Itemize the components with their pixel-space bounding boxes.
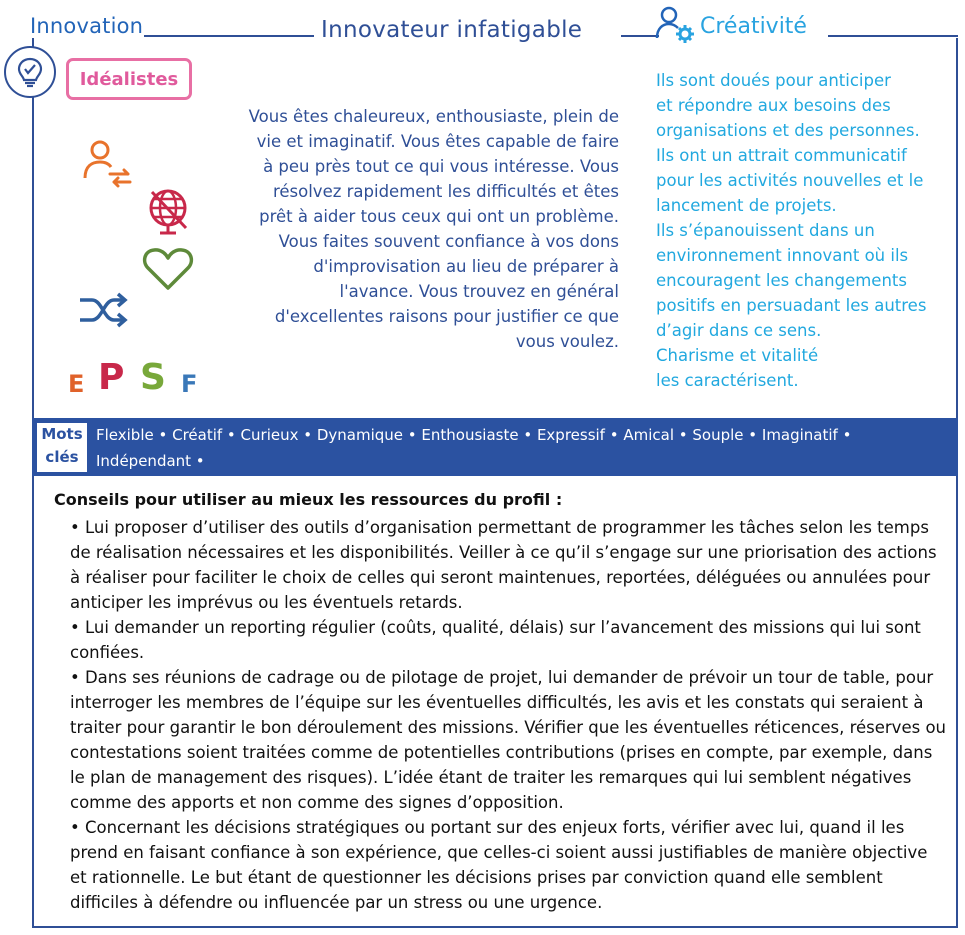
advice-title: Conseils pour utiliser au mieux les ressources du profil : xyxy=(54,490,563,509)
person-swap-icon xyxy=(82,138,132,188)
header-theme: Créativité xyxy=(700,14,807,39)
shuffle-icon xyxy=(78,290,130,330)
advice-item: • Lui demander un reporting régulier (coûts, qualité, délais) sur l’avancement des missions qui lui sont confiées. xyxy=(70,618,921,662)
header-rule-right xyxy=(828,35,958,37)
person-gear-icon xyxy=(655,4,695,44)
side-line: Ils sont doués pour anticiper xyxy=(656,71,891,90)
side-description xyxy=(656,68,956,393)
side-line: organisations et des personnes. xyxy=(656,121,920,140)
keywords-line2: Inspiré • Inventif • Intuitif • Insatiable • Spontané • Bienveillant • Compréhensif • Doué • Chaleureux xyxy=(96,478,862,496)
profile-badge: Idéalistes xyxy=(66,58,192,100)
header-rule-mid xyxy=(621,35,659,37)
globe-icon xyxy=(144,186,194,236)
letter-p: P xyxy=(98,357,125,398)
header-category: Innovation xyxy=(30,14,144,38)
side-line: environnement innovant où ils xyxy=(656,246,909,265)
lightbulb-icon xyxy=(4,46,56,98)
side-line: lancement de projets. xyxy=(656,196,837,215)
advice-item: • Concernant les décisions stratégiques ou portant sur des enjeux forts, vérifier avec lui, quand il les prend en faisant confiance à son expérience, que celles-ci soient aussi justifiables de manière objective et rationnelle. Le but étant de questionner les décisions prises par conviction quand elle semblent difficiles à défendre ou influencée par un stress ou une urgence. xyxy=(70,818,928,912)
side-line: et répondre aux besoins des xyxy=(656,96,891,115)
letter-f: F xyxy=(181,370,198,398)
side-line: positifs en persuadant les autres xyxy=(656,296,927,315)
keywords-label xyxy=(37,423,87,472)
keywords-label-line2: clés xyxy=(45,448,79,466)
keywords-list xyxy=(96,422,946,500)
side-line: Ils s’épanouissent dans un xyxy=(656,221,875,240)
keywords-label-line1: Mots xyxy=(41,425,83,443)
letter-s: S xyxy=(140,357,166,398)
header-rule-left xyxy=(144,35,314,37)
heart-icon xyxy=(142,246,194,292)
letter-e: E xyxy=(68,370,85,398)
page-title: Innovateur infatigable xyxy=(321,17,583,43)
side-line: d’agir dans ce sens. xyxy=(656,321,822,340)
keywords-line1: Flexible • Créatif • Curieux • Dynamique • Enthousiaste • Expressif • Amical • Souple • Imaginatif • Indépendant • xyxy=(96,426,852,470)
advice-list xyxy=(70,515,948,915)
epsf-letters xyxy=(68,354,218,398)
intro-text: Vous êtes chaleureux, enthousiaste, plein de vie et imaginatif. Vous êtes capable de faire à peu près tout ce qui vous intéresse. Vous résolvez rapidement les difficultés et êtes prêt à aider tous ceux qui ont un problème. Vous faites souvent confiance à vos dons d'improvisation au lieu de préparer à l'avance. Vous trouvez en général d'excellentes raisons pour justifier ce que vous voulez. xyxy=(248,107,619,351)
advice-item: • Dans ses réunions de cadrage ou de pilotage de projet, lui demander de prévoir un tour de table, pour interroger les membres de l’équipe sur les éventuelles difficultés, les avis et les constats qui seraient à traiter pour garantir le bon déroulement des missions. Vérifier que les éventuelles réticences, réserves ou contestations soient traitées comme de potentielles contributions (prises en compte, par exemple, dans le plan de management des risques). L’idée étant de traiter les remarques qui lui semblent négatives comme des apports et non comme des signes d’opposition. xyxy=(70,668,946,812)
side-line: Ils ont un attrait communicatif xyxy=(656,146,907,165)
side-line: pour les activités nouvelles et le xyxy=(656,171,924,190)
side-line: les caractérisent. xyxy=(656,371,799,390)
side-line: Charisme et vitalité xyxy=(656,346,819,365)
side-line: encouragent les changements xyxy=(656,271,907,290)
advice-item: • Lui proposer d’utiliser des outils d’organisation permettant de programmer les tâches selon les temps de réalisation nécessaires et les disponibilités. Veiller à ce qu’il s’engage sur une priorisation des actions à réaliser pour faciliter le choix de celles qui seront maintenues, reportées, déléguées ou annulées pour anticiper les imprévus ou les éventuels retards. xyxy=(70,518,937,612)
